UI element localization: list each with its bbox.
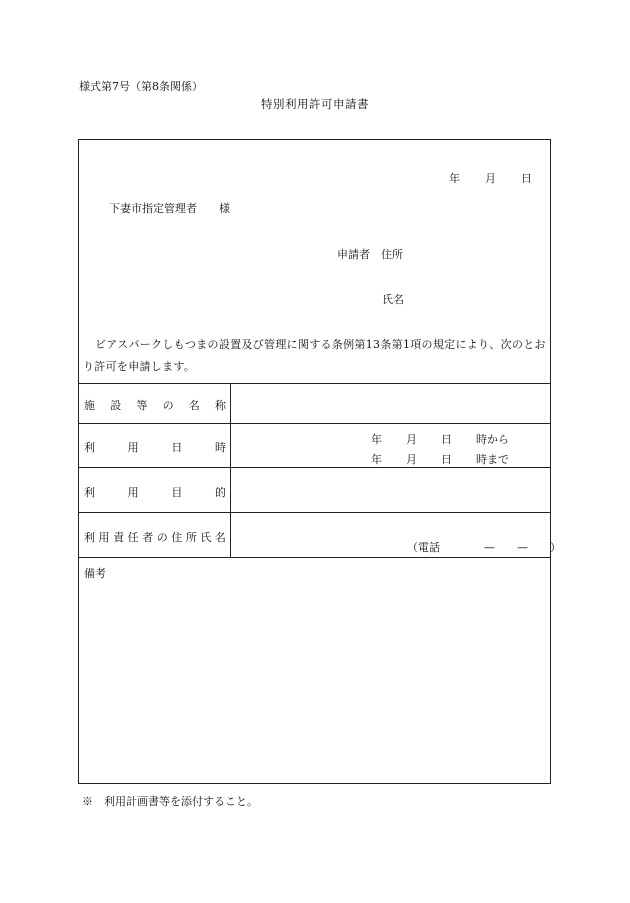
facility-name-field[interactable] — [231, 384, 551, 423]
footnote: ※ 利用計画書等を添付すること。 — [82, 795, 258, 808]
divider-line — [79, 423, 550, 424]
usage-datetime-label: 利 用 日 時 — [84, 441, 226, 454]
date-month: 月 — [485, 172, 496, 185]
document-title: 特別利用許可申請書 — [261, 97, 369, 111]
usage-purpose-field[interactable] — [231, 468, 551, 512]
divider-line — [79, 512, 550, 513]
facility-name-label: 施 設 等 の 名 称 — [84, 399, 226, 412]
usage-purpose-label: 利 用 目 的 — [84, 486, 226, 499]
date-day: 日 — [521, 172, 532, 185]
applicant-address-label: 申請者 住所 — [337, 248, 403, 261]
remarks-field[interactable] — [80, 584, 550, 782]
application-form — [78, 139, 561, 784]
application-statement: ビアスパークしもつまの設置及び管理に関する条例第13条第1項の規定により、次のとおり許可を申請します。 — [83, 338, 546, 373]
date-year: 年 — [449, 172, 460, 185]
addressee: 下妻市指定管理者 様 — [109, 202, 230, 215]
applicant-name-label: 氏名 — [382, 293, 404, 306]
responsible-person-label: 利 用 責 任 者 の 住 所 氏 名 — [84, 531, 226, 544]
phone-field[interactable]: （電話 — — ） — [407, 541, 561, 554]
remarks-label: 備考 — [84, 567, 106, 580]
divider-line — [79, 557, 550, 558]
form-number: 様式第7号（第8条関係） — [79, 80, 203, 93]
date-line — [449, 173, 532, 184]
usage-start-line[interactable]: 年 月 日 時から — [371, 433, 509, 446]
usage-end-line[interactable]: 年 月 日 時まで — [371, 453, 509, 466]
